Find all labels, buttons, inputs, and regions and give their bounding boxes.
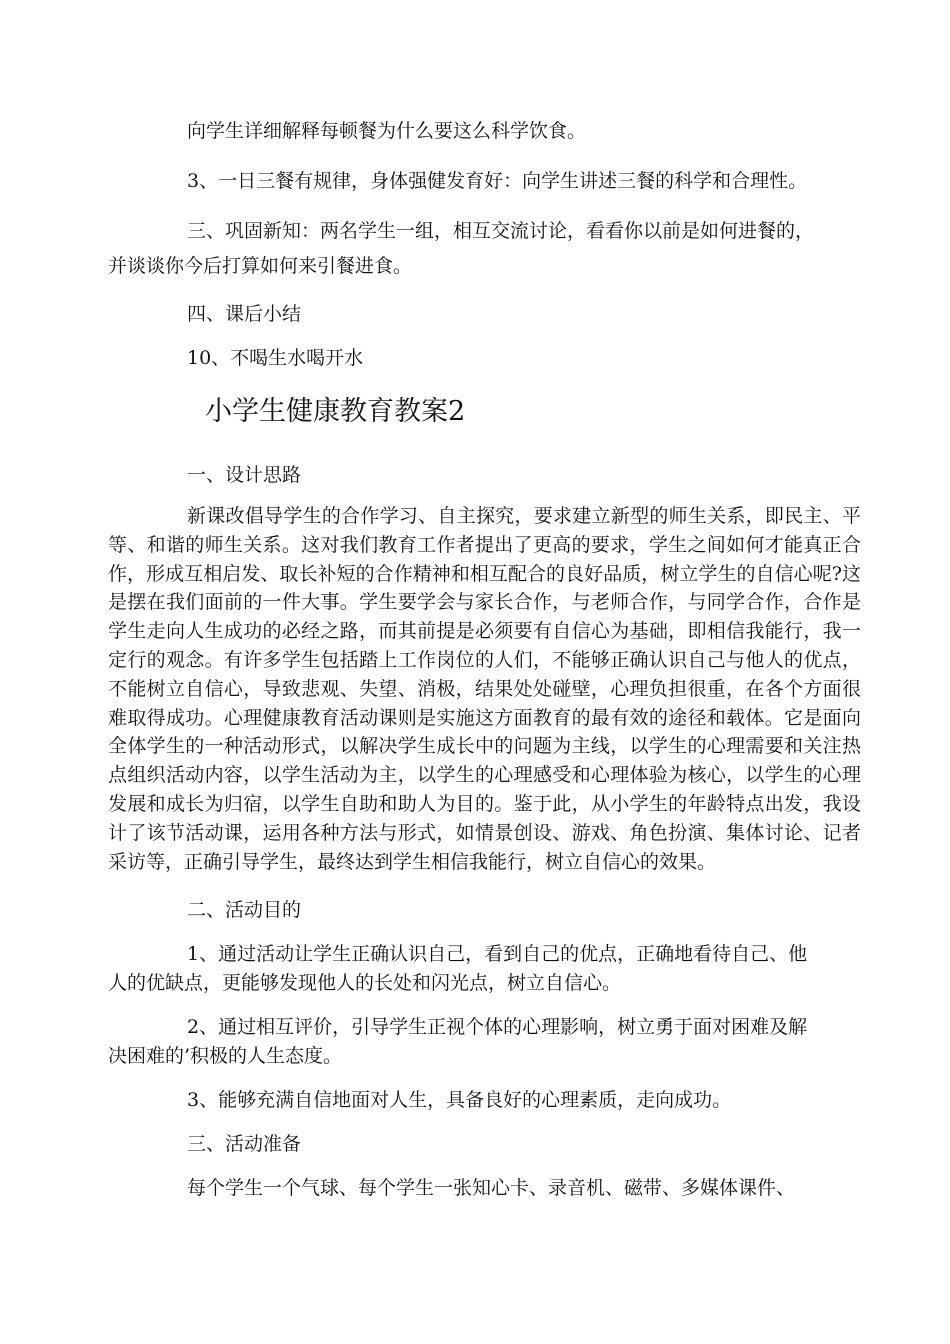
list-item-continuation: 决困难的’积极的人生态度。: [108, 1045, 343, 1067]
list-item: 1、通过活动让学生正确认识自己，看到自己的优点，正确地看待自己、他: [187, 943, 808, 965]
document-title: 小学生健康教育教案2: [205, 396, 466, 427]
text-line: 3、一日三餐有规律，身体强健发育好：向学生讲述三餐的科学和合理性。: [187, 170, 808, 192]
section-heading: 三、活动准备: [187, 1133, 302, 1155]
text-line: 10、不喝生水喝开水: [187, 347, 364, 369]
body-paragraph: 新课改倡导学生的合作学习、自主探究，要求建立新型的师生关系，即民主、平等、和谐的师生关系。这对我们教育工作者提出了更高的要求，学生之间如何才能真正合作，形成互相启发、取长补短的合作精神和相互配合的良好品质，树立学生的自信心呢?这是摆在我们面前的一件大事。学生要学会与家长合作，与老师合作，与同学合作，合作是学生走向人生成功的必经之路，而其前提是必须要有自信心为基础，即相信我能行，我一定行的观念。有许多学生包括踏上工作岗位的人们，不能够正确认识自己与他人的优点，不能树立自信心，导致悲观、失望、消极，结果处处碰壁，心理负担很重，在各个方面很难取得成功。心理健康教育活动课则是实施这方面教育的最有效的途径和载体。它是面向全体学生的一种活动形式，以解决学生成长中的问题为主线，以学生的心理需要和关注热点组织活动内容，以学生活动为主，以学生的心理感受和心理体验为核心，以学生的心理发展和成长为归宿，以学生自助和助人为目的。鉴于此，从小学生的年龄特点出发，我设计了该节活动课，运用各种方法与形式，如情景创设、游戏、角色扮演、集体讨论、记者采访等，正确引导学生，最终达到学生相信我能行，树立自信心的效果。: [108, 505, 861, 873]
list-item: 2、通过相互评价，引导学生正视个体的心理影响，树立勇于面对困难及解: [187, 1016, 808, 1038]
list-item-continuation: 人的优缺点，更能够发现他人的长处和闪光点，树立自信心。: [108, 972, 622, 994]
text-line: 每个学生一个气球、每个学生一张知心卡、录音机、磁带、多媒体课件、: [187, 1177, 796, 1199]
section-heading: 二、活动目的: [187, 899, 302, 921]
section-heading: 一、设计思路: [187, 464, 302, 486]
text-line: 并谈谈你今后打算如何来引餐进食。: [108, 255, 413, 277]
text-line: 四、课后小结: [187, 303, 302, 325]
text-line: 向学生详细解释每顿餐为什么要这么科学饮食。: [187, 120, 587, 142]
text-line: 三、巩固新知：两名学生一组，相互交流讨论，看看你以前是如何进餐的，: [187, 220, 815, 242]
list-item: 3、能够充满自信地面对人生，具备良好的心理素质，走向成功。: [187, 1089, 732, 1111]
